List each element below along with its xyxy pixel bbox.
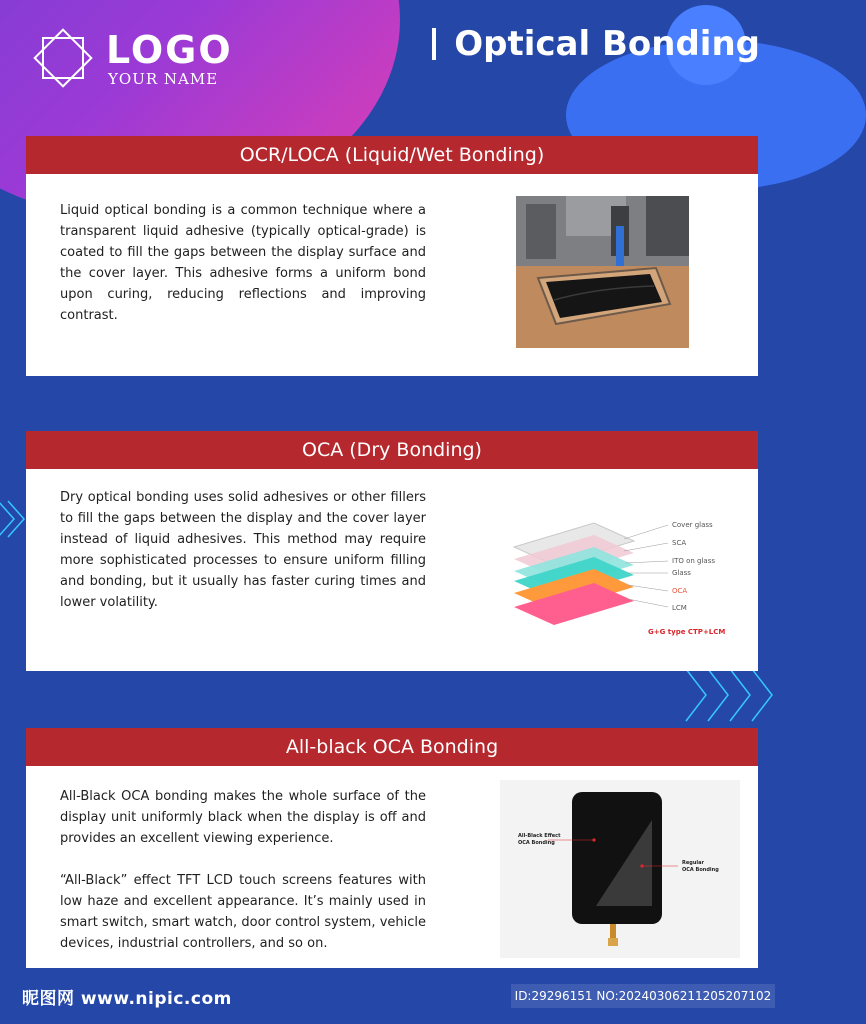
figure-label: OCA Bonding: [682, 867, 719, 873]
diagram-caption: G+G type CTP+LCM: [648, 628, 726, 636]
display-illustration: [500, 780, 740, 958]
section-ocr-loca: [26, 136, 758, 376]
all-black-display-figure: [500, 780, 740, 958]
brand-logo: [30, 26, 240, 90]
figure-label: OCA Bonding: [518, 840, 555, 846]
logo-diamond-icon: [30, 26, 96, 90]
section-heading: OCR/LOCA (Liquid/Wet Bonding): [26, 136, 758, 174]
figure-label: All-Black Effect: [518, 833, 561, 839]
footer-id: ID:29296151 NO:20240306211205207102: [511, 984, 775, 1008]
section-paragraph: All-Black OCA bonding makes the whole surface of the display unit uniformly black when the display is off and provides an excellent viewing experience.: [60, 789, 426, 846]
section-all-black-oca: [26, 728, 758, 968]
layer-label: LCM: [672, 604, 687, 612]
section-paragraph: Liquid optical bonding is a common technique where a transparent liquid adhesive (typically optical-grade) is coated to fill the gaps between the display surface and the cover layer. This adhesive forms a uniform bond upon curing, reducing reflections and improving contrast.: [60, 203, 426, 323]
layer-label: OCA: [672, 587, 688, 595]
dispensing-machine-photo: [516, 196, 689, 348]
section-heading: All-black OCA Bonding: [26, 728, 758, 766]
logo-subtitle: YOUR NAME: [108, 70, 219, 88]
figure-label: Regular: [682, 860, 704, 866]
section-oca: [26, 431, 758, 671]
page-title-wrap: [432, 24, 760, 64]
chevron-decoration-right: [676, 665, 786, 725]
layer-label: ITO on glass: [672, 557, 715, 565]
section-body: [60, 200, 426, 326]
layer-label: Glass: [672, 569, 691, 577]
footer-site-logo: 昵图网 www.nipic.com: [22, 989, 232, 1009]
layer-label: SCA: [672, 539, 687, 547]
section-paragraph: “All-Black” effect TFT LCD touch screens features with low haze and excellent appearance. It’s mainly used in smart switch, smart watch, door control system, vehicle devices, industrial controllers, and so on.: [60, 873, 426, 951]
section-body: [60, 786, 426, 954]
page-title: Optical Bonding: [454, 24, 760, 64]
section-paragraph: Dry optical bonding uses solid adhesives or other fillers to fill the gaps between the display and the cover layer instead of liquid adhesives. This method may require more sophisticated processes to ensure uniform filling and bonding, but it usually has faster curing times and lower volatility.: [60, 490, 426, 610]
logo-text: LOGO: [106, 28, 233, 72]
layer-label: Cover glass: [672, 521, 713, 529]
section-heading: OCA (Dry Bonding): [26, 431, 758, 469]
section-body: [60, 487, 426, 613]
oca-layer-diagram: [504, 511, 726, 641]
title-divider: [432, 28, 436, 60]
machine-illustration: [516, 196, 689, 348]
